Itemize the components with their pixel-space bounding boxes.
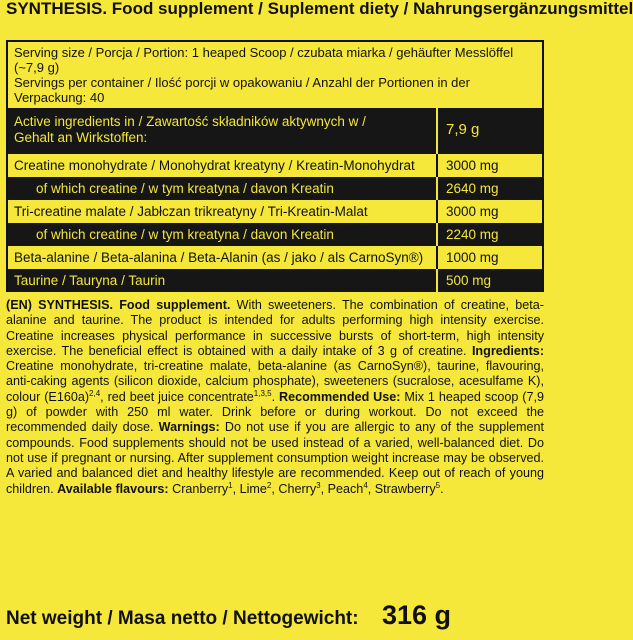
description-text: (EN) SYNTHESIS. Food supplement. With sweeteners. The combination of creatine, beta-alanine and taurine. The product is intended for adults performing high intensity exercise. Creatine increases physical performance in successive bursts of short-term, high intensity exercise. The beneficial effect is obtained with a daily intake of 3 g of creatine. Ingredients: Creatine monohydrate, tri-creatine malate, beta-alanine (as CarnoSyn®), taurine, flavouring, anti-caking agents (silicon dioxide, calcium phosphate), sweeteners (sucralose, acesulfame K), colour $(E160a)^{2,4}$, red beet juice concentrate$^{1,3,5}$. Recommended Use: Mix 1 heaped scoop (7,9 g) of powder with 250 ml water. Drink before or during workout. Do not exceed the recommended daily dose. Warnings: Do not use if you are allergic to any of the supplement compounds. Food supplements should not be used instead of a varied, well-balanced diet. Do not use if pregnant or nursing. After supplement consumption weight increase may be observed. A varied and balanced diet and healthy lifestyle are recommended. Keep out of reach of young children. Available flavours: Cranberry$^1$, Lime$^2$, Cherry$^3$, Peach$^4$, Strawberry$^5$.: [6, 298, 545, 496]
recommended-use-text: Mix 1 heaped scoop (7,9 g) of powder with 250 ml water. Drink before or during workout. Do not exceed the recommended daily dose.: [6, 389, 545, 435]
ingredient-amount: 2640 mg: [446, 181, 499, 196]
table-header-row: [8, 108, 542, 154]
lang-code: (EN): [6, 298, 32, 312]
flavours-label: Available flavours:: [57, 481, 169, 496]
recommended-use-label: Recommended Use:: [278, 389, 401, 404]
ingredient-amount: 1000 mg: [446, 250, 499, 265]
net-weight-label: Net weight / Masa netto / Nettogewicht:: [6, 608, 359, 629]
footnote-ref: 2,4: [89, 388, 101, 398]
product-description: With sweeteners. The combination of creatine, beta-alanine and taurine. The product is intended for adults performing high intensity exercise. Creatine increases physical performance in successive bursts of short-term, high intensity exercise. The beneficial effect is obtained with a daily intake of 3 g of creatine.: [6, 298, 544, 358]
warnings-label: Warnings:: [158, 420, 220, 435]
table-header-label: [14, 114, 366, 146]
table-row: [8, 154, 542, 177]
ingredients-table: [8, 108, 542, 292]
table-header-amount: 7,9 g: [446, 121, 480, 138]
table-row: [8, 269, 542, 292]
header-title: SYNTHESIS. Food supplement / Suplement diety / Nahrungsergänzungsmittel: [6, 0, 633, 18]
ingredients-list: Creatine monohydrate, tri-creatine malate, beta-alanine (as CarnoSyn®), taurine, flavouring, anti-caking agents (silicon dioxide, calcium phosphate), sweeteners (sucralose, acesulfame K), colour (E160a): [6, 359, 544, 404]
column-divider: [436, 269, 438, 292]
table-row: [8, 200, 542, 223]
servings-per-container: Servings per container / Ilość porcji w opakowaniu / Anzahl der Portionen in der: [14, 75, 470, 90]
footnote-ref: 2: [266, 480, 272, 490]
ingredient-amount: 3000 mg: [446, 204, 499, 219]
ingredient-amount: 3000 mg: [446, 158, 499, 173]
net-weight: [6, 596, 546, 636]
flavour-item: Strawberry: [374, 481, 436, 496]
table-row: [8, 177, 542, 200]
ingredients-label: Ingredients:: [471, 343, 545, 358]
servings-per-container-cont: Verpackung: 40: [14, 90, 105, 105]
product-title: SYNTHESIS. Food supplement.: [38, 298, 231, 312]
flavour-item: Cranberry: [172, 481, 229, 496]
ingredient-name: Beta-alanine / Beta-alanina / Beta-Alanin (as / jako / als CarnoSyn®): [14, 250, 424, 265]
flavour-item: Lime: [239, 481, 267, 496]
ingredient-amount: 500 mg: [446, 273, 492, 288]
column-divider: [436, 246, 438, 269]
ingredient-name: Tri-creatine malate / Jabłczan trikreatyny / Tri-Kreatin-Malat: [14, 204, 368, 219]
flavour-item: Peach: [327, 481, 364, 496]
table-row: [8, 246, 542, 269]
flavour-item: Cherry: [278, 481, 317, 496]
table-row: [8, 223, 542, 246]
footnote-ref: 1: [228, 480, 233, 490]
footnote-ref: 1,3,5: [253, 388, 272, 398]
serving-info: [8, 42, 542, 110]
column-divider: [436, 177, 438, 200]
column-divider: [436, 223, 438, 246]
ingredient-name: Taurine / Tauryna / Taurin: [14, 273, 166, 288]
table-header-line: Gehalt an Wirkstoffen:: [14, 130, 148, 145]
footnote-ref: 3: [316, 480, 321, 490]
ingredient-name: of which creatine / w tym kreatyna / davon Kreatin: [36, 181, 334, 196]
ingredient-name: of which creatine / w tym kreatyna / davon Kreatin: [36, 227, 334, 242]
ingredients-list-cont: , red beet juice concentrate: [100, 389, 254, 404]
column-divider: [436, 154, 438, 177]
warnings-text: Do not use if you are allergic to any of the supplement compounds. Food supplements should not be used instead of a varied, well-balanced diet. Do not use if pregnant or nursing. After supplement consumption weight increase may be observed. A varied and balanced diet and healthy lifestyle are recommended. Keep out of reach of young children.: [6, 420, 545, 496]
column-divider: [436, 108, 438, 154]
column-divider: [436, 200, 438, 223]
footnote-ref: 5: [435, 480, 441, 490]
table-header-line: Active ingredients in / Zawartość składników aktywnych w /: [14, 114, 366, 129]
label-header: [0, 0, 633, 36]
ingredient-amount: 2240 mg: [446, 227, 499, 242]
nutrition-panel: [6, 40, 544, 292]
serving-size: Serving size / Porcja / Portion: 1 heaped Scoop / czubata miarka / gehäufter Messlöffel (~7,9 g): [14, 45, 514, 75]
net-weight-value: 316 g: [382, 600, 452, 630]
footnote-ref: 4: [363, 480, 368, 490]
ingredient-name: Creatine monohydrate / Monohydrat kreatyny / Kreatin-Monohydrat: [14, 158, 415, 173]
